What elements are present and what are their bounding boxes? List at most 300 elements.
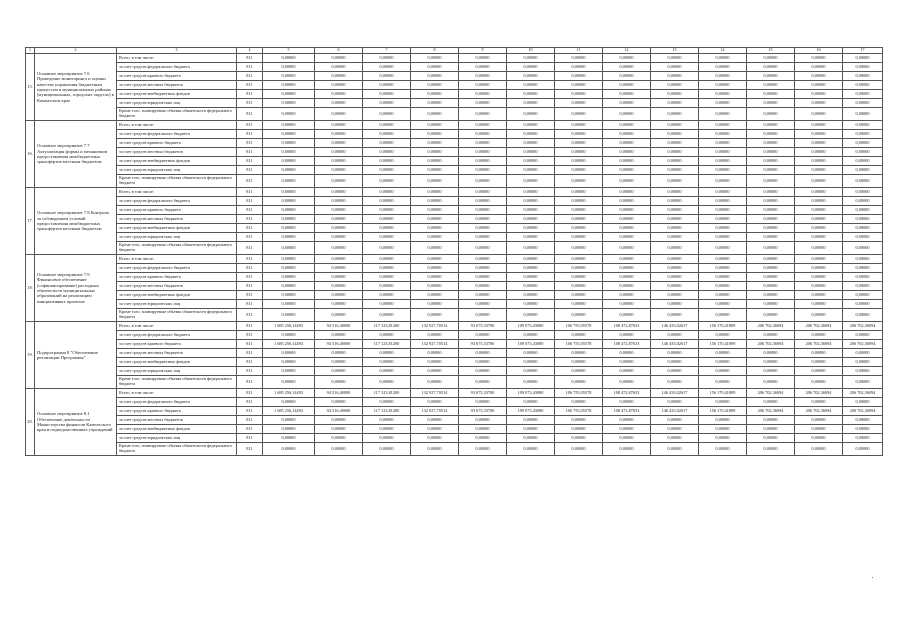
- amount-cell: 206 702,36094: [747, 407, 795, 416]
- table-row: [26, 206, 883, 215]
- amount-cell: 0,00000: [603, 309, 651, 322]
- amount-cell: 0,00000: [507, 206, 555, 215]
- amount-cell: 0,00000: [411, 358, 459, 367]
- amount-cell: 0,00000: [747, 130, 795, 139]
- column-number-cell: 11: [555, 48, 603, 54]
- amount-cell: 156 170,41889: [699, 322, 747, 331]
- table-row: [26, 367, 883, 376]
- amount-cell: 0,00000: [363, 99, 411, 108]
- amount-cell: 0,00000: [263, 416, 315, 425]
- amount-cell: 0,00000: [459, 121, 507, 130]
- amount-cell: 0,00000: [747, 255, 795, 264]
- amount-cell: 0,00000: [411, 331, 459, 340]
- amount-cell: 0,00000: [263, 157, 315, 166]
- amount-cell: 0,00000: [315, 358, 363, 367]
- amount-cell: 0,00000: [315, 434, 363, 443]
- amount-cell: 0,00000: [795, 233, 843, 242]
- amount-cell: 0,00000: [699, 108, 747, 121]
- amount-cell: 0,00000: [315, 90, 363, 99]
- funding-source-cell: за счет средств местных бюджетов: [117, 416, 237, 425]
- amount-cell: 0,00000: [263, 255, 315, 264]
- amount-cell: 0,00000: [263, 309, 315, 322]
- budget-code-cell: 811: [237, 389, 263, 398]
- funding-source-cell: Всего, в том числе:: [117, 54, 237, 63]
- table-row: [26, 264, 883, 273]
- amount-cell: 0,00000: [795, 63, 843, 72]
- amount-cell: 108 472,87633: [603, 407, 651, 416]
- budget-code-cell: 811: [237, 273, 263, 282]
- column-number-cell: 13: [651, 48, 699, 54]
- funding-source-cell: Всего, в том числе:: [117, 389, 237, 398]
- amount-cell: 0,00000: [795, 264, 843, 273]
- amount-cell: 0,00000: [699, 273, 747, 282]
- amount-cell: 0,00000: [555, 54, 603, 63]
- amount-cell: 0,00000: [315, 255, 363, 264]
- amount-cell: 1 685 256,14493: [263, 340, 315, 349]
- amount-cell: 0,00000: [555, 157, 603, 166]
- amount-cell: 0,00000: [795, 242, 843, 255]
- amount-cell: 0,00000: [315, 215, 363, 224]
- amount-cell: 0,00000: [411, 166, 459, 175]
- amount-cell: 0,00000: [651, 282, 699, 291]
- amount-cell: 0,00000: [795, 81, 843, 90]
- amount-cell: 109 073,43080: [507, 389, 555, 398]
- amount-cell: 0,00000: [747, 54, 795, 63]
- amount-cell: 156 170,41889: [699, 407, 747, 416]
- column-number-cell: 8: [411, 48, 459, 54]
- amount-cell: 0,00000: [459, 90, 507, 99]
- amount-cell: 206 702,36094: [843, 340, 883, 349]
- amount-cell: 0,00000: [843, 166, 883, 175]
- amount-cell: 0,00000: [843, 264, 883, 273]
- amount-cell: 0,00000: [795, 197, 843, 206]
- amount-cell: 0,00000: [411, 81, 459, 90]
- amount-cell: 0,00000: [315, 108, 363, 121]
- amount-cell: 0,00000: [651, 331, 699, 340]
- amount-cell: 0,00000: [507, 54, 555, 63]
- amount-cell: 0,00000: [363, 331, 411, 340]
- amount-cell: 0,00000: [603, 99, 651, 108]
- amount-cell: 0,00000: [651, 139, 699, 148]
- amount-cell: 0,00000: [363, 291, 411, 300]
- amount-cell: 0,00000: [651, 99, 699, 108]
- amount-cell: 0,00000: [699, 264, 747, 273]
- amount-cell: 0,00000: [699, 349, 747, 358]
- amount-cell: 0,00000: [747, 367, 795, 376]
- amount-cell: 0,00000: [651, 300, 699, 309]
- amount-cell: 0,00000: [315, 367, 363, 376]
- amount-cell: 0,00000: [507, 358, 555, 367]
- amount-cell: 0,00000: [507, 63, 555, 72]
- amount-cell: 0,00000: [363, 398, 411, 407]
- amount-cell: 0,00000: [411, 367, 459, 376]
- amount-cell: 0,00000: [843, 148, 883, 157]
- amount-cell: 0,00000: [363, 434, 411, 443]
- table-row: [26, 72, 883, 81]
- amount-cell: 0,00000: [363, 188, 411, 197]
- amount-cell: 0,00000: [363, 206, 411, 215]
- amount-cell: 0,00000: [507, 291, 555, 300]
- funding-source-cell: Всего, в том числе:: [117, 322, 237, 331]
- amount-cell: 0,00000: [603, 273, 651, 282]
- amount-cell: 0,00000: [603, 215, 651, 224]
- amount-cell: 0,00000: [699, 224, 747, 233]
- table-row: [26, 407, 883, 416]
- amount-cell: 0,00000: [747, 282, 795, 291]
- amount-cell: 0,00000: [747, 157, 795, 166]
- amount-cell: 0,00000: [795, 72, 843, 81]
- table-row: [26, 121, 883, 130]
- amount-cell: 0,00000: [843, 90, 883, 99]
- amount-cell: 0,00000: [651, 63, 699, 72]
- amount-cell: 0,00000: [263, 90, 315, 99]
- amount-cell: 0,00000: [363, 139, 411, 148]
- amount-cell: 0,00000: [363, 63, 411, 72]
- amount-cell: 0,00000: [795, 291, 843, 300]
- amount-cell: 108 472,87633: [603, 340, 651, 349]
- table-row: [26, 349, 883, 358]
- amount-cell: 0,00000: [411, 175, 459, 188]
- amount-cell: 0,00000: [411, 54, 459, 63]
- amount-cell: 0,00000: [411, 349, 459, 358]
- amount-cell: 0,00000: [459, 197, 507, 206]
- amount-cell: 0,00000: [459, 300, 507, 309]
- amount-cell: 0,00000: [795, 121, 843, 130]
- budget-code-cell: 811: [237, 108, 263, 121]
- column-number-cell: 9: [459, 48, 507, 54]
- amount-cell: 0,00000: [555, 349, 603, 358]
- amount-cell: 132 927,70514: [411, 340, 459, 349]
- amount-cell: 0,00000: [747, 242, 795, 255]
- amount-cell: 0,00000: [315, 331, 363, 340]
- amount-cell: 0,00000: [843, 416, 883, 425]
- amount-cell: 0,00000: [555, 358, 603, 367]
- table-row: [26, 108, 883, 121]
- amount-cell: 132 927,70514: [411, 322, 459, 331]
- amount-cell: 0,00000: [507, 349, 555, 358]
- amount-cell: 0,00000: [747, 309, 795, 322]
- amount-cell: 0,00000: [459, 376, 507, 389]
- amount-cell: 0,00000: [651, 264, 699, 273]
- amount-cell: 0,00000: [651, 72, 699, 81]
- amount-cell: 0,00000: [263, 443, 315, 456]
- amount-cell: 156 170,41889: [699, 340, 747, 349]
- amount-cell: 206 702,36094: [747, 389, 795, 398]
- amount-cell: 0,00000: [507, 264, 555, 273]
- amount-cell: 0,00000: [411, 63, 459, 72]
- amount-cell: 0,00000: [507, 188, 555, 197]
- amount-cell: 1 685 256,14493: [263, 389, 315, 398]
- amount-cell: 0,00000: [363, 242, 411, 255]
- amount-cell: 0,00000: [459, 233, 507, 242]
- amount-cell: 0,00000: [263, 291, 315, 300]
- amount-cell: 94 516,40000: [315, 322, 363, 331]
- budget-code-cell: 811: [237, 148, 263, 157]
- amount-cell: 94 516,40000: [315, 340, 363, 349]
- funding-source-cell: за счет средств внебюджетных фондов: [117, 224, 237, 233]
- amount-cell: 0,00000: [411, 139, 459, 148]
- amount-cell: 93 675,33700: [459, 322, 507, 331]
- amount-cell: 0,00000: [699, 215, 747, 224]
- table-row: [26, 434, 883, 443]
- amount-cell: 0,00000: [263, 99, 315, 108]
- amount-cell: 0,00000: [651, 255, 699, 264]
- table-row: [26, 242, 883, 255]
- amount-cell: 108 472,87633: [603, 389, 651, 398]
- amount-cell: 0,00000: [555, 72, 603, 81]
- table-row: [26, 81, 883, 90]
- amount-cell: 0,00000: [315, 300, 363, 309]
- amount-cell: 0,00000: [651, 90, 699, 99]
- amount-cell: 117 123,81200: [363, 340, 411, 349]
- amount-cell: 0,00000: [555, 139, 603, 148]
- amount-cell: 0,00000: [843, 121, 883, 130]
- budget-code-cell: 811: [237, 367, 263, 376]
- amount-cell: 0,00000: [315, 166, 363, 175]
- budget-code-cell: 811: [237, 63, 263, 72]
- column-number-cell: 1: [26, 48, 35, 54]
- amount-cell: 0,00000: [555, 255, 603, 264]
- amount-cell: 0,00000: [507, 416, 555, 425]
- amount-cell: 0,00000: [651, 54, 699, 63]
- amount-cell: 0,00000: [843, 99, 883, 108]
- amount-cell: 0,00000: [411, 398, 459, 407]
- amount-cell: 0,00000: [507, 175, 555, 188]
- amount-cell: 0,00000: [459, 367, 507, 376]
- amount-cell: 0,00000: [411, 90, 459, 99]
- amount-cell: 0,00000: [459, 358, 507, 367]
- amount-cell: 0,00000: [459, 291, 507, 300]
- amount-cell: 106 755,05578: [555, 340, 603, 349]
- amount-cell: 0,00000: [263, 188, 315, 197]
- budget-code-cell: 811: [237, 309, 263, 322]
- amount-cell: 0,00000: [507, 300, 555, 309]
- amount-cell: 0,00000: [795, 255, 843, 264]
- amount-cell: 0,00000: [747, 291, 795, 300]
- amount-cell: 0,00000: [747, 215, 795, 224]
- amount-cell: 0,00000: [263, 233, 315, 242]
- amount-cell: 0,00000: [555, 233, 603, 242]
- budget-code-cell: 811: [237, 166, 263, 175]
- amount-cell: 0,00000: [507, 331, 555, 340]
- amount-cell: 0,00000: [795, 157, 843, 166]
- funding-source-cell: за счет средств федерального бюджета: [117, 398, 237, 407]
- amount-cell: 0,00000: [699, 72, 747, 81]
- amount-cell: 0,00000: [263, 282, 315, 291]
- amount-cell: 0,00000: [699, 309, 747, 322]
- amount-cell: 0,00000: [747, 425, 795, 434]
- budget-code-cell: 811: [237, 130, 263, 139]
- amount-cell: 0,00000: [411, 206, 459, 215]
- table-row: [26, 99, 883, 108]
- funding-source-cell: за счет средств внебюджетных фондов: [117, 358, 237, 367]
- amount-cell: 0,00000: [459, 434, 507, 443]
- amount-cell: 0,00000: [411, 99, 459, 108]
- amount-cell: 0,00000: [603, 108, 651, 121]
- amount-cell: 0,00000: [795, 148, 843, 157]
- amount-cell: 0,00000: [263, 166, 315, 175]
- column-number-cell: 7: [363, 48, 411, 54]
- budget-code-cell: 811: [237, 99, 263, 108]
- funding-source-cell: Кроме того, планируемые объемы обязательств федерального бюджета: [117, 443, 237, 456]
- budget-code-cell: 811: [237, 443, 263, 456]
- amount-cell: 0,00000: [555, 367, 603, 376]
- budget-code-cell: 811: [237, 215, 263, 224]
- amount-cell: 0,00000: [843, 157, 883, 166]
- amount-cell: 0,00000: [651, 215, 699, 224]
- amount-cell: 132 927,70514: [411, 407, 459, 416]
- amount-cell: 0,00000: [507, 398, 555, 407]
- amount-cell: 0,00000: [747, 90, 795, 99]
- amount-cell: 0,00000: [459, 157, 507, 166]
- amount-cell: 0,00000: [411, 291, 459, 300]
- amount-cell: 0,00000: [747, 273, 795, 282]
- amount-cell: 0,00000: [603, 148, 651, 157]
- budget-code-cell: 811: [237, 139, 263, 148]
- amount-cell: 0,00000: [795, 224, 843, 233]
- amount-cell: 0,00000: [795, 398, 843, 407]
- amount-cell: 0,00000: [315, 233, 363, 242]
- amount-cell: 0,00000: [651, 273, 699, 282]
- amount-cell: 0,00000: [699, 434, 747, 443]
- amount-cell: 0,00000: [411, 434, 459, 443]
- amount-cell: 0,00000: [363, 197, 411, 206]
- amount-cell: 0,00000: [459, 255, 507, 264]
- amount-cell: 0,00000: [699, 139, 747, 148]
- funding-source-cell: за счет средств юридических лиц: [117, 300, 237, 309]
- amount-cell: 0,00000: [555, 175, 603, 188]
- row-number-cell: 16.: [26, 121, 35, 188]
- amount-cell: 0,00000: [459, 54, 507, 63]
- amount-cell: 0,00000: [459, 264, 507, 273]
- amount-cell: 0,00000: [315, 376, 363, 389]
- amount-cell: 0,00000: [263, 215, 315, 224]
- amount-cell: 0,00000: [795, 130, 843, 139]
- funding-source-cell: за счет средств краевого бюджета: [117, 206, 237, 215]
- amount-cell: 0,00000: [507, 367, 555, 376]
- amount-cell: 0,00000: [795, 367, 843, 376]
- budget-code-cell: 811: [237, 81, 263, 90]
- amount-cell: 0,00000: [411, 300, 459, 309]
- amount-cell: 0,00000: [795, 90, 843, 99]
- amount-cell: 0,00000: [843, 349, 883, 358]
- amount-cell: 0,00000: [747, 206, 795, 215]
- amount-cell: 0,00000: [263, 139, 315, 148]
- table-row: [26, 273, 883, 282]
- amount-cell: 0,00000: [747, 416, 795, 425]
- amount-cell: 0,00000: [843, 206, 883, 215]
- amount-cell: 0,00000: [795, 300, 843, 309]
- column-number-cell: 5: [263, 48, 315, 54]
- amount-cell: 0,00000: [795, 434, 843, 443]
- amount-cell: 0,00000: [795, 331, 843, 340]
- amount-cell: 0,00000: [651, 81, 699, 90]
- amount-cell: 0,00000: [795, 282, 843, 291]
- amount-cell: 0,00000: [459, 139, 507, 148]
- amount-cell: 0,00000: [507, 242, 555, 255]
- budget-code-cell: 811: [237, 407, 263, 416]
- budget-code-cell: 811: [237, 206, 263, 215]
- amount-cell: 0,00000: [747, 197, 795, 206]
- amount-cell: 0,00000: [507, 434, 555, 443]
- amount-cell: 0,00000: [747, 148, 795, 157]
- amount-cell: 0,00000: [555, 81, 603, 90]
- amount-cell: 0,00000: [843, 54, 883, 63]
- funding-source-cell: за счет средств юридических лиц: [117, 166, 237, 175]
- amount-cell: 0,00000: [315, 175, 363, 188]
- amount-cell: 0,00000: [555, 166, 603, 175]
- amount-cell: 0,00000: [651, 358, 699, 367]
- amount-cell: 0,00000: [651, 197, 699, 206]
- amount-cell: 0,00000: [795, 309, 843, 322]
- amount-cell: 0,00000: [747, 99, 795, 108]
- amount-cell: 0,00000: [651, 166, 699, 175]
- amount-cell: 0,00000: [603, 72, 651, 81]
- amount-cell: 0,00000: [795, 188, 843, 197]
- column-number-cell: 4: [237, 48, 263, 54]
- amount-cell: 0,00000: [507, 425, 555, 434]
- funding-source-cell: за счет средств юридических лиц: [117, 233, 237, 242]
- amount-cell: 0,00000: [363, 130, 411, 139]
- amount-cell: 0,00000: [459, 81, 507, 90]
- budget-code-cell: 811: [237, 255, 263, 264]
- amount-cell: 0,00000: [459, 175, 507, 188]
- activity-description-cell: Основное мероприятие 7.6 Проведение мониторинга и оценки качества управления бюджетным процессом в муниципальных районах (муниципальных, городских округах) в Камчатском крае: [35, 54, 117, 121]
- funding-source-cell: за счет средств внебюджетных фондов: [117, 291, 237, 300]
- amount-cell: 0,00000: [843, 130, 883, 139]
- amount-cell: 0,00000: [507, 81, 555, 90]
- amount-cell: 0,00000: [459, 188, 507, 197]
- amount-cell: 0,00000: [263, 175, 315, 188]
- amount-cell: 0,00000: [555, 416, 603, 425]
- amount-cell: 0,00000: [459, 166, 507, 175]
- amount-cell: 0,00000: [363, 215, 411, 224]
- amount-cell: 0,00000: [315, 349, 363, 358]
- amount-cell: 0,00000: [699, 206, 747, 215]
- amount-cell: 0,00000: [459, 63, 507, 72]
- amount-cell: 0,00000: [699, 175, 747, 188]
- budget-code-cell: 811: [237, 188, 263, 197]
- amount-cell: 0,00000: [795, 166, 843, 175]
- column-number-cell: 2: [35, 48, 117, 54]
- amount-cell: 0,00000: [363, 300, 411, 309]
- amount-cell: 106 755,05578: [555, 389, 603, 398]
- amount-cell: 0,00000: [263, 376, 315, 389]
- amount-cell: 0,00000: [603, 242, 651, 255]
- row-number-cell: 19.: [26, 322, 35, 389]
- amount-cell: 0,00000: [603, 139, 651, 148]
- amount-cell: 0,00000: [603, 416, 651, 425]
- amount-cell: 0,00000: [315, 139, 363, 148]
- activity-description-cell: Основное мероприятие 7.7 Актуализация формы и механизмов предоставления межбюджетных трансфертов местным бюджетам: [35, 121, 117, 188]
- amount-cell: 0,00000: [459, 130, 507, 139]
- table-row: [26, 322, 883, 331]
- amount-cell: 94 516,40000: [315, 407, 363, 416]
- amount-cell: 0,00000: [459, 206, 507, 215]
- amount-cell: 108 472,87633: [603, 322, 651, 331]
- amount-cell: 0,00000: [843, 224, 883, 233]
- amount-cell: 0,00000: [263, 206, 315, 215]
- amount-cell: 0,00000: [747, 264, 795, 273]
- amount-cell: 0,00000: [843, 376, 883, 389]
- activity-description-cell: Основное мероприятие 7.9 Финансовое обеспечение (софинансирование) расходных обязательств муниципальных образований на реализацию инициативных проектов: [35, 255, 117, 322]
- amount-cell: 0,00000: [603, 157, 651, 166]
- funding-source-cell: за счет средств федерального бюджета: [117, 63, 237, 72]
- funding-source-cell: за счет средств федерального бюджета: [117, 130, 237, 139]
- amount-cell: 0,00000: [459, 443, 507, 456]
- funding-source-cell: за счет средств краевого бюджета: [117, 407, 237, 416]
- amount-cell: 0,00000: [507, 376, 555, 389]
